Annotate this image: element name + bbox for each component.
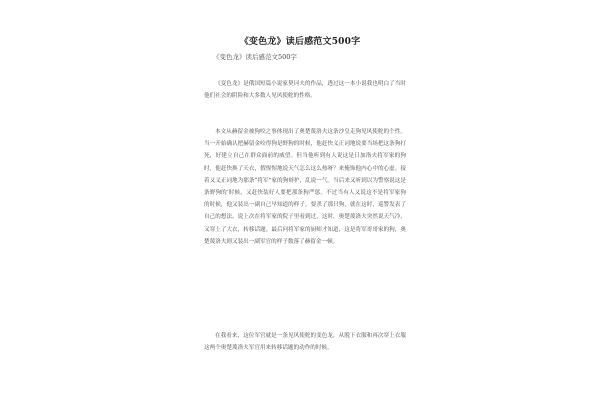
paragraph-intro: 《变色龙》是俄国短篇小说家契诃夫的作品，透过这一本小说我也明白了当时他们社会的阴险和大多数人见风使舵的性格。 xyxy=(204,81,406,100)
paragraph-summary: 本文从赫留金被狗咬之事体现出了奥楚蔑洛夫这条沙皇走狗见风使舵的个性。当一开始确认把赫留金咬得狗是野狗的时候，他赶快义正词地说要当场把这条狗打死，好建立自己在群众面前的威望。但当他听到有人说这是日加洛夫将军家的狗时，他赶快换了天衣，假惺惺地说天气怎么这么热呀？来掩饰他内心中的心虚。接着又义正词地为那条“将军”家的狗辩护，乱说一气。当后来又听到以为警察说这是条野狗的‘时候，又赶快装好人要把那条狗严惩。不过当有人又说这不是将军家狗的时候，他又装出一副自己早知道的样子，要杀了那只狗，就在这时，巡警发表了自己的想法，说上次在将军家的院子里看到过，这时，奥楚蔑洛夫突然说天气冷，又穿上了大衣，转移话题。最后问将军家的厨师才知道，这是将军哥哥家的狗，奥楚蔑洛夫则又装出一副军官的样子数落了赫留金一顿。 xyxy=(204,129,406,245)
paragraph-opinion: 在我看来，这位军官就是一条见风使舵的变色龙，从脱下衣服和再次穿上衣服这两个奥楚蔑洛夫军官用来转移话题的动作的时候， xyxy=(204,333,406,352)
document-title: 《变色龙》读后感范文500字 xyxy=(239,37,361,47)
document-subtitle: 《变色龙》读后感范文500字 xyxy=(213,53,297,61)
